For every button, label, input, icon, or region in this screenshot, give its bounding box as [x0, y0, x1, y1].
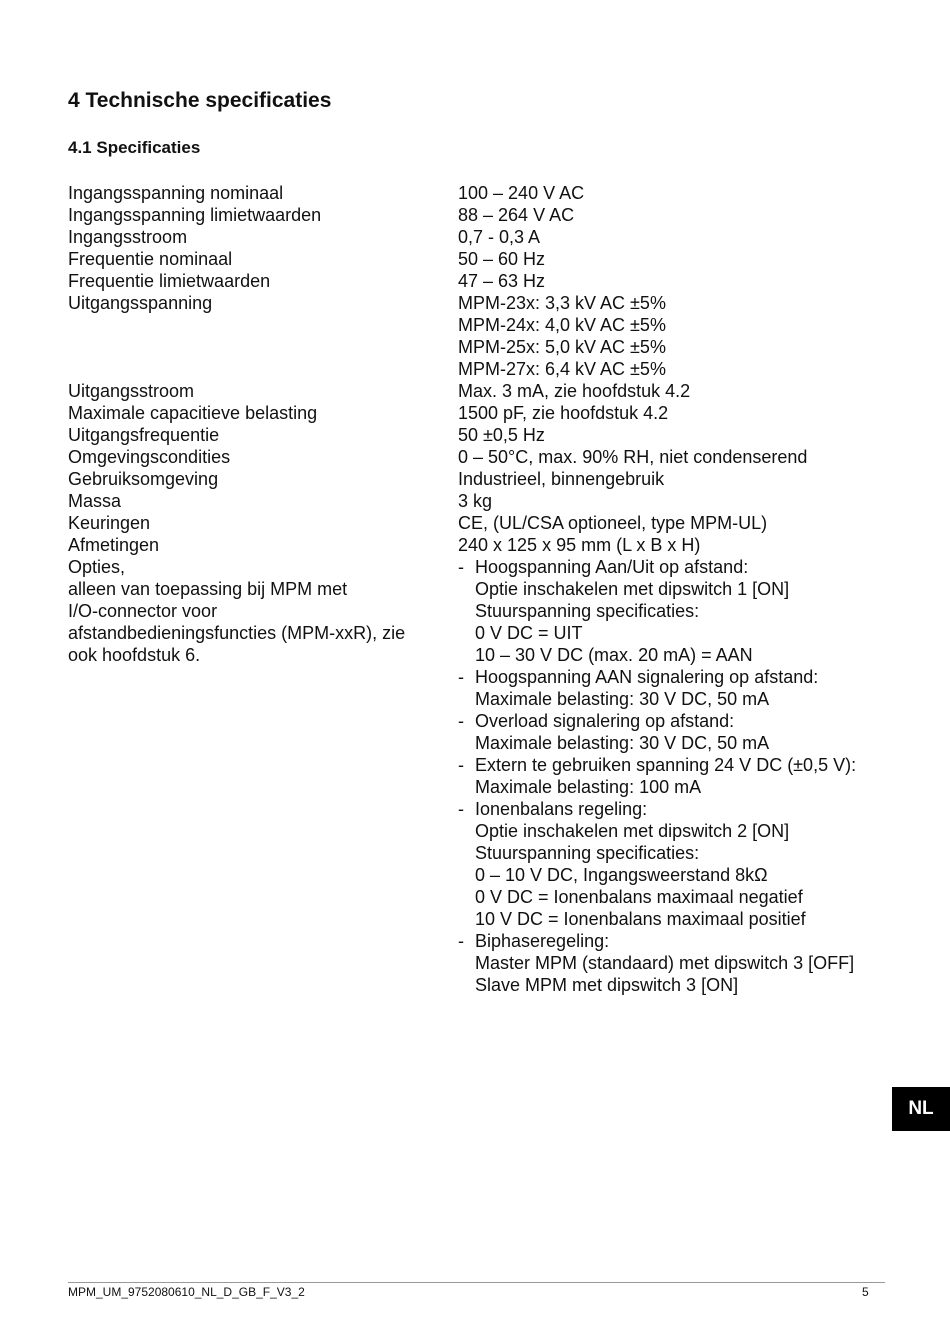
- option-bullet: -: [458, 931, 464, 951]
- option-item: [458, 666, 898, 710]
- option-line: Extern te gebruiken spanning 24 V DC (±0,5 V):: [475, 755, 857, 775]
- spec-value: 50 ±0,5 Hz: [458, 425, 545, 445]
- spec-label: Gebruiksomgeving: [68, 469, 219, 489]
- option-bullet: -: [458, 755, 464, 775]
- option-line: Hoogspanning Aan/Uit op afstand:: [475, 557, 749, 577]
- option-line: Hoogspanning AAN signalering op afstand:: [475, 667, 819, 687]
- option-text: [475, 754, 856, 798]
- option-line: Maximale belasting: 30 V DC, 50 mA: [475, 733, 770, 753]
- spec-value: MPM-23x: 3,3 kV AC ±5%: [458, 293, 666, 313]
- spec-label: [68, 358, 458, 380]
- option-line: Maximale belasting: 100 mA: [475, 777, 702, 797]
- option-text: [475, 710, 769, 754]
- spec-row: [68, 226, 898, 248]
- spec-label: Ingangsspanning nominaal: [68, 183, 284, 203]
- section-title: 4 Technische specificaties: [68, 89, 332, 112]
- spec-label: Uitgangsstroom: [68, 381, 195, 401]
- spec-value: 50 – 60 Hz: [458, 249, 546, 269]
- spec-row: [68, 534, 898, 556]
- option-bullet: -: [458, 557, 464, 577]
- spec-label: Afmetingen: [68, 535, 160, 555]
- spec-value: 100 – 240 V AC: [458, 183, 585, 203]
- footer-page-number: 5: [862, 1285, 869, 1299]
- option-line: Overload signalering op afstand:: [475, 711, 735, 731]
- options-row: [68, 556, 898, 996]
- options-label: [68, 556, 458, 996]
- option-line: Optie inschakelen met dipswitch 2 [ON]: [475, 821, 790, 841]
- options-label-line: afstandbedieningsfuncties (MPM-xxR), zie: [68, 623, 406, 643]
- spec-row: [68, 204, 898, 226]
- option-line: Ionenbalans regeling:: [475, 799, 648, 819]
- spec-value: 0,7 - 0,3 A: [458, 227, 541, 247]
- spec-row: [68, 182, 898, 204]
- option-bullet: -: [458, 667, 464, 687]
- spec-row: [68, 270, 898, 292]
- options-label-line: I/O-connector voor: [68, 601, 218, 621]
- option-line: Master MPM (standaard) met dipswitch 3 [OFF]: [475, 953, 855, 973]
- option-line: Biphaseregeling:: [475, 931, 610, 951]
- spec-label: Frequentie limietwaarden: [68, 271, 271, 291]
- option-item: [458, 798, 898, 930]
- option-item: [458, 556, 898, 666]
- spec-value: CE, (UL/CSA optioneel, type MPM-UL): [458, 513, 768, 533]
- spec-row: [68, 314, 898, 336]
- option-text: [475, 666, 818, 710]
- spec-row: [68, 292, 898, 314]
- option-text: [475, 798, 806, 930]
- spec-row: [68, 358, 898, 380]
- subsection-title: 4.1 Specificaties: [68, 138, 201, 157]
- spec-value: MPM-24x: 4,0 kV AC ±5%: [458, 315, 666, 335]
- option-bullet: -: [458, 799, 464, 819]
- footer-divider: [68, 1282, 885, 1283]
- spec-row: [68, 490, 898, 512]
- option-bullet: -: [458, 711, 464, 731]
- language-tab: NL: [892, 1087, 950, 1131]
- option-line: Maximale belasting: 30 V DC, 50 mA: [475, 689, 770, 709]
- spec-row: [68, 248, 898, 270]
- spec-value: 1500 pF, zie hoofdstuk 4.2: [458, 403, 669, 423]
- options-label-line: Opties,: [68, 557, 126, 577]
- options-label-line: alleen van toepassing bij MPM met: [68, 579, 348, 599]
- spec-label: Uitgangsfrequentie: [68, 425, 220, 445]
- footer-document-id: MPM_UM_9752080610_NL_D_GB_F_V3_2: [68, 1285, 305, 1299]
- spec-row: [68, 424, 898, 446]
- option-item: [458, 754, 898, 798]
- spec-label: [68, 336, 458, 358]
- option-line: Stuurspanning specificaties:: [475, 601, 700, 621]
- option-item: [458, 710, 898, 754]
- option-text: [475, 930, 854, 996]
- option-line: 0 – 10 V DC, Ingangsweerstand 8kΩ: [475, 865, 768, 885]
- spec-row: [68, 446, 898, 468]
- spec-value: 0 – 50°C, max. 90% RH, niet condenserend: [458, 447, 808, 467]
- spec-label: Frequentie nominaal: [68, 249, 233, 269]
- option-line: Stuurspanning specificaties:: [475, 843, 700, 863]
- spec-value: 88 – 264 V AC: [458, 205, 575, 225]
- spec-value: 3 kg: [458, 491, 493, 511]
- spec-value: Max. 3 mA, zie hoofdstuk 4.2: [458, 381, 691, 401]
- spec-label: Omgevingscondities: [68, 447, 231, 467]
- spec-row: [68, 336, 898, 358]
- option-text: [475, 556, 789, 666]
- spec-label: Maximale capacitieve belasting: [68, 403, 318, 423]
- spec-row: [68, 380, 898, 402]
- spec-label: [68, 314, 458, 336]
- option-line: Optie inschakelen met dipswitch 1 [ON]: [475, 579, 790, 599]
- spec-value: 47 – 63 Hz: [458, 271, 546, 291]
- spec-row: [68, 468, 898, 490]
- option-line: 0 V DC = UIT: [475, 623, 583, 643]
- option-line: 0 V DC = Ionenbalans maximaal negatief: [475, 887, 803, 907]
- spec-rows: [68, 182, 898, 556]
- spec-row: [68, 512, 898, 534]
- spec-label: Uitgangsspanning: [68, 293, 213, 313]
- spec-label: Keuringen: [68, 513, 151, 533]
- spec-label: Ingangsstroom: [68, 227, 188, 247]
- spec-value: 240 x 125 x 95 mm (L x B x H): [458, 535, 701, 555]
- options-label-line: ook hoofdstuk 6.: [68, 645, 201, 665]
- spec-label: Ingangsspanning limietwaarden: [68, 205, 322, 225]
- spec-value: MPM-25x: 5,0 kV AC ±5%: [458, 337, 666, 357]
- spec-value: MPM-27x: 6,4 kV AC ±5%: [458, 359, 666, 379]
- option-item: [458, 930, 898, 996]
- option-line: 10 – 30 V DC (max. 20 mA) = AAN: [475, 645, 753, 665]
- option-line: 10 V DC = Ionenbalans maximaal positief: [475, 909, 806, 929]
- spec-row: [68, 402, 898, 424]
- spec-table: [68, 182, 898, 996]
- options-list: [458, 556, 898, 996]
- spec-value: Industrieel, binnengebruik: [458, 469, 665, 489]
- spec-label: Massa: [68, 491, 122, 511]
- option-line: Slave MPM met dipswitch 3 [ON]: [475, 975, 739, 995]
